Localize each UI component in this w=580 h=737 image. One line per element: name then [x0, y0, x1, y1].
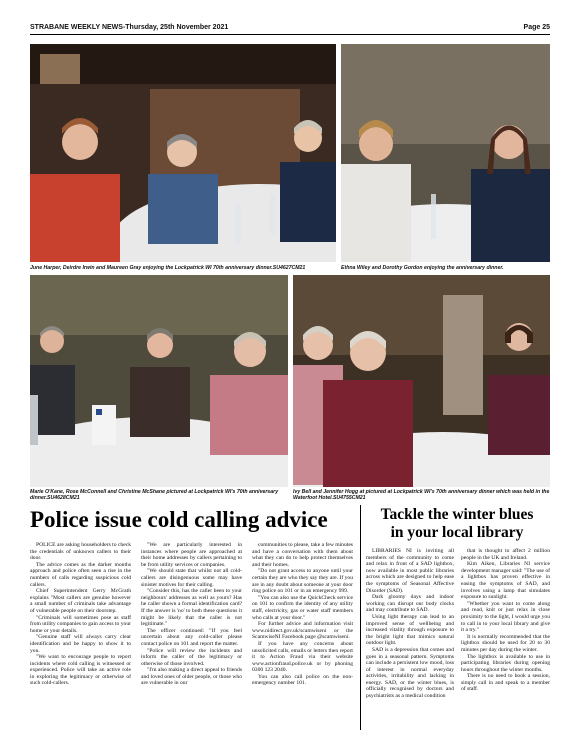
page-number: Page 25	[523, 24, 550, 31]
paragraph: If you have any concerns about unsolicited calls, emails or letters then report it to Action Fraud via their website www.actionfraud.police.uk or by phoning 0300 123 2040.	[252, 640, 353, 674]
paragraph: The lightbox is available to use in participating libraries during opening hours throughout the winter months.	[461, 653, 550, 673]
paragraph: "We want to encourage people to report incidents where cold calling is witnessed or experienced. Police will take an active role in exploring the legitimacy or otherwise of such cold-callers.	[30, 654, 131, 687]
paragraph: that is thought to affect 2 million people in the UK and Ireland.	[461, 548, 550, 561]
paragraph: "Police will review the incidents and inform the caller of the legitimacy or otherwise of those involved.	[141, 647, 242, 667]
photo-ivy-jennifer	[293, 275, 550, 487]
article2-headline-line1: Tackle the winter blues	[380, 506, 534, 523]
article2-column-1	[366, 548, 454, 700]
paragraph: The advice comes as the darker months approach and police often seen a rise in the numbers of calls regarding suspicious cold callers.	[30, 561, 131, 588]
page-header	[30, 22, 550, 34]
paragraph: "Genuine staff will always carry clear identification and be happy to show it to you.	[30, 634, 131, 654]
paragraph: Chief Superintendent Gerry McGrath explains "Most callers are genuine however a small number of criminals take advantage of vulnerable people on their doorstep.	[30, 588, 131, 614]
article2-headline	[364, 506, 550, 542]
photo3-caption: Marie O'Kane, Rose McConnell and Christine McShane pictured at Lockpatrick WI's 70th anniversary dinner.SU4628CM21	[30, 489, 279, 501]
paragraph: "I'm also making a direct appeal to friends and loved ones of older people, or those who are vulnerable in our	[141, 667, 242, 687]
paragraph: communities to please, take a few minutes and have a conversation with them about what they can do to help protect themselves and their homes.	[252, 542, 353, 568]
paragraph: Using light therapy can lead to an improved sense of wellbeing and increased vitality through exposure to the bright light that mimics natural outdoor light.	[366, 613, 454, 647]
article1-column-2	[141, 542, 242, 687]
paragraph: "We should state that whilst not all cold-callers are disingenuous some may have sinister motives for their calling.	[141, 568, 242, 588]
article2-headline-line2: in your local library	[390, 524, 524, 541]
photo-ethna-dorothy	[341, 44, 550, 262]
paragraph: For further advice and information visit www.nidirect.gov.uk/scamwiseni or the ScamwiseNI Facebook page @scamwiseni.	[252, 621, 353, 641]
photo2-caption: Ethna Wiley and Dorothy Gordon enjoying the anniversary dinner.	[341, 265, 504, 271]
paragraph: The officer continued: "If you feel uncertain about any cold-caller please contact police on 101 and report the matter.	[141, 627, 242, 647]
article1-column-1	[30, 542, 131, 687]
column-divider	[360, 505, 361, 730]
paragraph: You can also call police on the non-emergency number 101.	[252, 673, 353, 687]
paragraph: "Whether you want to come along and read, knit or just relax in close proximity to the light, I would urge you to call in to your local library and give it a try."	[461, 600, 550, 634]
article2-column-2	[461, 548, 550, 693]
paragraph: "Criminals will sometimes pose as staff from utility companies to gain access to your home or your details.	[30, 614, 131, 634]
paragraph: POLICE are asking householders to check the credentials of unknown callers to their door.	[30, 542, 131, 562]
paragraph: "Do not grant access to anyone until your certain they are who they say they are. If you are in any doubt about someone at your door ring police on 101 or in an emergency 999.	[252, 568, 353, 595]
photo4-caption: Ivy Bell and Jennifer Hogg at pictured at Lockpatrick WI's 70th anniversary dinner which was held in the Waterfoot Hotel.SU4755CM21	[293, 489, 550, 501]
article1-column-3	[252, 542, 353, 687]
photo-marie-rose-christine	[30, 275, 288, 487]
paragraph: "Consider this, has the caller been to your neighbours' addresses as well as yours? Has he caller shown a formal identification card? If the answer is 'no' to both these questions it might be likely that the caller is not legitimate."	[141, 588, 242, 628]
paragraph: Dark gloomy days and indoor working can disrupt our body clocks and may contribute to SAD.	[366, 594, 454, 614]
paragraph: LIBRARIES NI is inviting all members of the community to come and relax in front of a SAD lightbox, now available in most public libraries across which are designed to help ease the symptoms of Seasonal Affective Disorder (SAD).	[366, 548, 454, 594]
photo1-caption: June Harper, Deirdre Irwin and Maureen Gray enjoying the Lockpatrick WI 70th anniversary dinner.SU4627CM21	[30, 265, 306, 271]
paragraph: Kim Aiken, Libraries NI service development manager said: "The use of a lightbox has proven effective in easing the symptoms of SAD, and involves using a lamp that simulates exposure to sunlight.	[461, 561, 550, 601]
paragraph: SAD is a depression that comes and goes in a seasonal pattern. Symptoms can include a persistent low mood, loss of interest in normal everyday activities, irritability and lacking in energy. SAD, or the winter blues, is officially recognised by doctors and psychiatrists as a medical condition	[366, 646, 454, 700]
photo-june-deirdre-maureen	[30, 44, 336, 262]
paragraph: "We are particularly interested in instances where people are approached at their home addresses by callers pertaining to be from utility services or companies.	[141, 542, 242, 568]
article1-headline: Police issue cold calling advice	[30, 507, 328, 532]
paragraph: There is no need to book a session, simply call in and speak to a member of staff.	[461, 673, 550, 693]
header-rule	[30, 34, 550, 35]
paragraph: It is normally recommended that the lightbox should be used for 20 to 30 minutes per day during the winter.	[461, 633, 550, 653]
newspaper-dateline: STRABANE WEEKLY NEWS-Thursday, 25th November 2021	[30, 24, 229, 31]
paragraph: "You can also use the QuickCheck service on 101 to confirm the identity of any utility staff, electricity, gas or water staff members who calls at your door."	[252, 594, 353, 621]
